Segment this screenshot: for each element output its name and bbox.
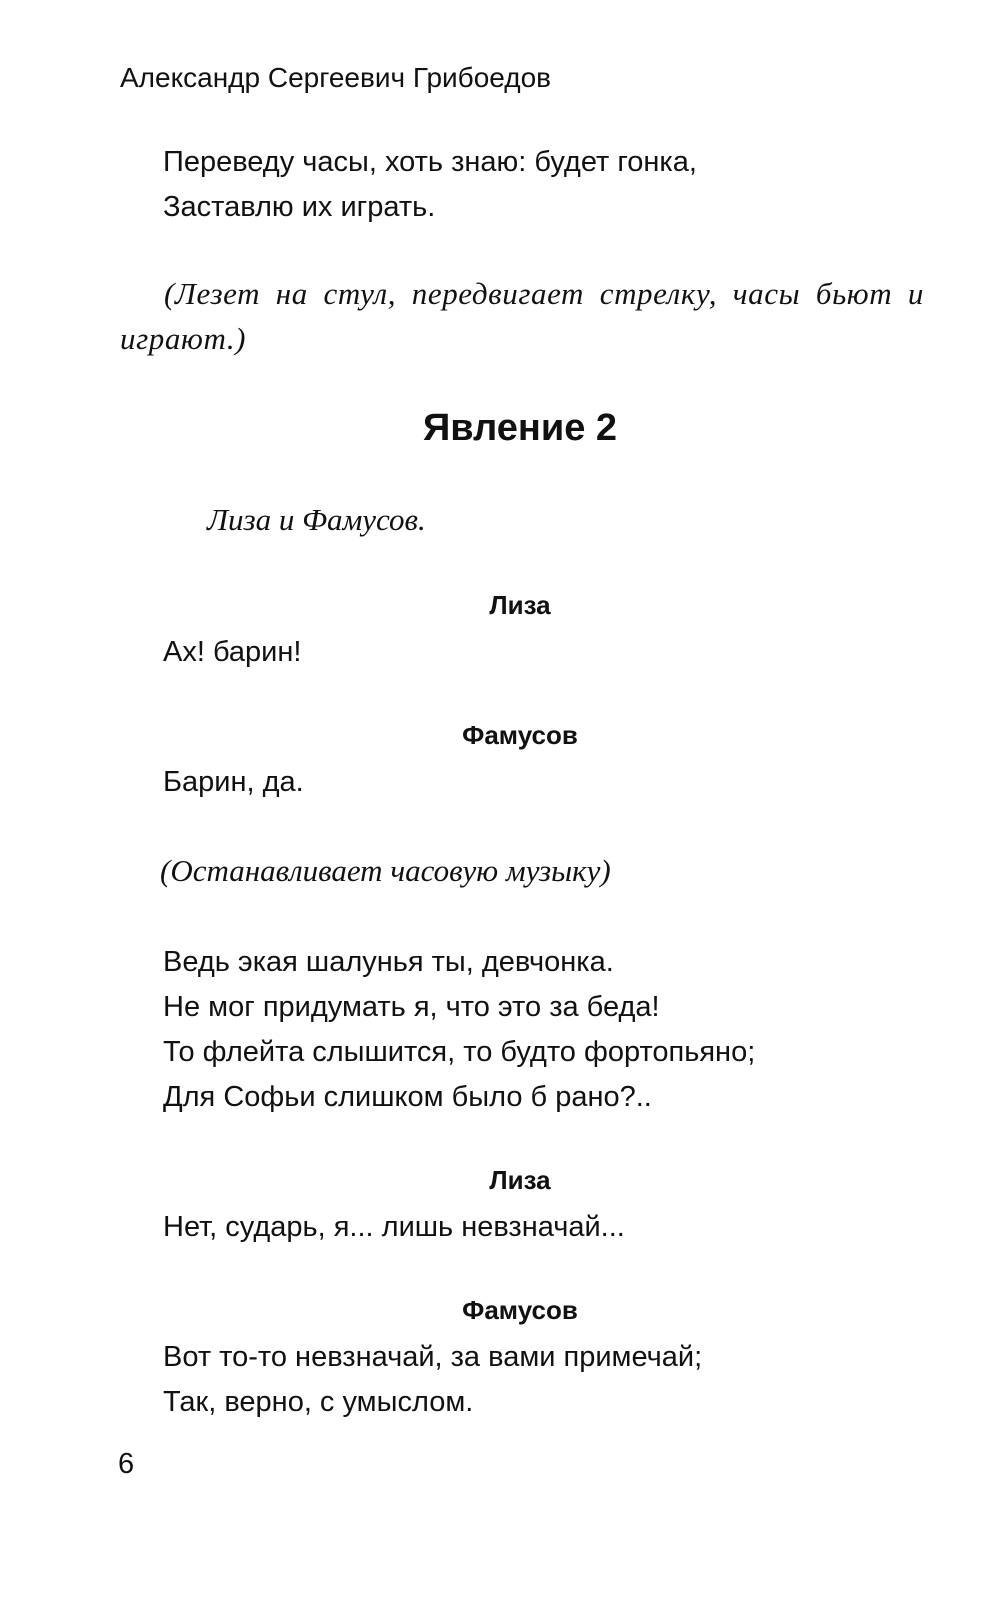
- scene-title: Явление 2: [422, 407, 618, 449]
- verse-line: Не мог придумать я, что это за беда!: [163, 991, 660, 1023]
- stage-direction: (Останавливает часовую музыку): [160, 853, 611, 888]
- verse-line: Так, верно, с умыслом.: [163, 1386, 474, 1418]
- verse-line: Ведь экая шалунья ты, девчонка.: [163, 946, 614, 978]
- stage-direction: (Лезет на стул, передвигает стрелку, часы бьют и играют.): [120, 276, 924, 356]
- scene-characters: Лиза и Фамусов.: [207, 502, 426, 537]
- dialogue-line: Ах! барин!: [163, 636, 302, 668]
- verse-line: То флейта слышится, то будто фортопьяно;: [163, 1036, 756, 1068]
- verse-line: Переведу часы, хоть знаю: будет гонка,: [163, 146, 697, 178]
- dialogue-line: Нет, сударь, я... лишь невзначай...: [163, 1211, 625, 1243]
- dialogue-line: Барин, да.: [163, 766, 304, 798]
- verse-line: Заставлю их играть.: [163, 191, 436, 223]
- verse-line: Для Софьи слишком было б рано?..: [163, 1081, 652, 1113]
- speaker-name: Лиза: [489, 1165, 551, 1195]
- verse-line: Вот то-то невзначай, за вами примечай;: [163, 1341, 703, 1373]
- running-header-author: Александр Сергеевич Грибоедов: [120, 62, 552, 93]
- speaker-name: Лиза: [489, 590, 551, 620]
- speaker-name: Фамусов: [462, 1295, 578, 1325]
- page-number: 6: [118, 1448, 135, 1480]
- speaker-name: Фамусов: [462, 720, 578, 750]
